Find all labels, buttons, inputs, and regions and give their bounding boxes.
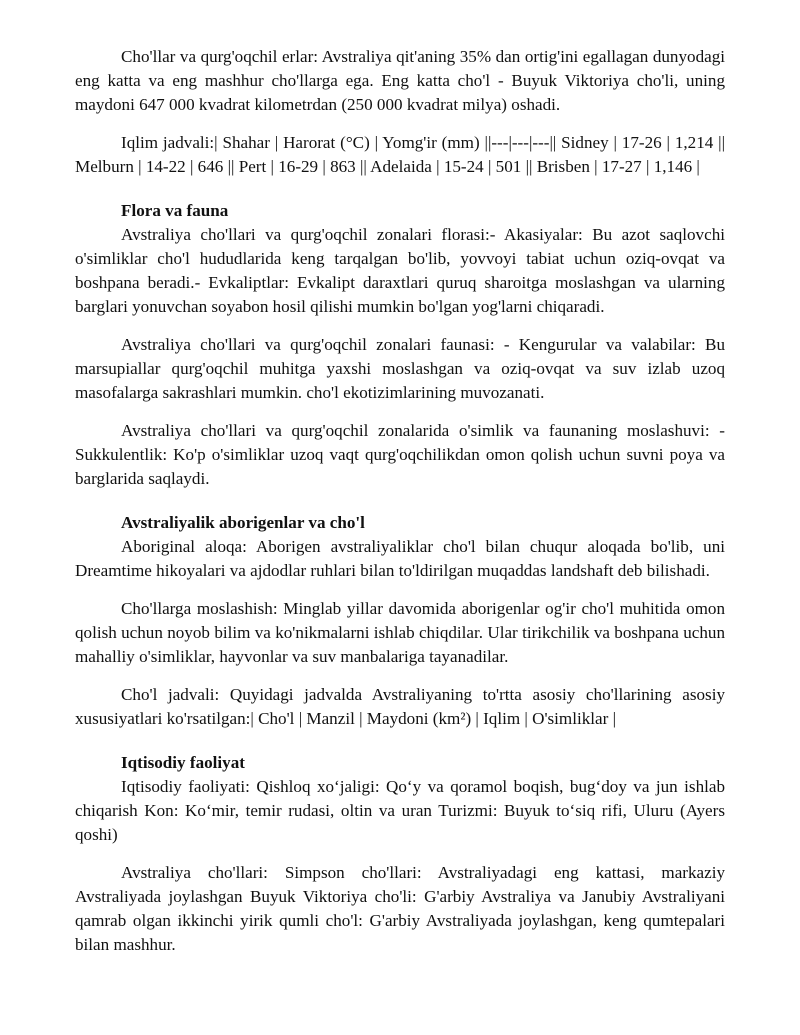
- heading-economy: Iqtisodiy faoliyat: [121, 753, 245, 772]
- paragraph-desert-table: Cho'l jadvali: Quyidagi jadvalda Avstraliyaning to'rtta asosiy cho'llarining asosiy xususiyatlari ko'rsatilgan:| Cho'l | Manzil | Maydoni (km²) | Iqlim | O'simliklar |: [75, 685, 725, 728]
- heading-flora-fauna: Flora va fauna: [121, 201, 229, 220]
- paragraph-desert-adaptation: Cho'llarga moslashish: Minglab yillar davomida aborigenlar og'ir cho'l muhitida omon qolish uchun noyob bilim va ko'nikmalarni ishlab chiqdilar. Ular tirikchilik va boshpana uchun mahalliy o'simliklar, hayvonlar va suv manbalariga tayanadilar.: [75, 599, 725, 666]
- document-page: [75, 45, 725, 957]
- paragraph-flora: Avstraliya cho'llari va qurg'oqchil zonalari florasi:- Akasiyalar: Bu azot saqlovchi o'simliklar cho'l hududlarida keng tarqalgan bo'lib, yovvoyi tabiat uchun oziq-ovqat va boshpana beradi.- Evkaliptlar: Evkalipt daraxtlari quruq sharoitga moslashgan va ularning barglari yonuvchan soyabon hosil qilishi mumkin bo'lgan yog'larni chiqaradi.: [75, 225, 725, 316]
- paragraph-aboriginal-connection: Aboriginal aloqa: Aborigen avstraliyaliklar cho'l bilan chuqur aloqada bo'lib, uni Dreamtime hikoyalari va ajdodlar ruhlari bilan to'ldirilgan muqaddas landshaft deb bilishadi.: [75, 537, 725, 580]
- heading-aborigines: Avstraliyalik aborigenlar va cho'l: [121, 513, 365, 532]
- paragraph-deserts-list: Avstraliya cho'llari: Simpson cho'llari: Avstraliyadagi eng kattasi, markaziy Avstraliyada joylashgan Buyuk Viktoriya cho'li: G'arbiy Avstraliya va Janubiy Avstraliyani qamrab olgan ikkinchi yirik qumli cho'l: G'arbiy Avstraliyada joylashgan, keng qumtepalari bilan mashhur.: [75, 863, 725, 954]
- paragraph-adaptation: Avstraliya cho'llari va qurg'oqchil zonalarida o'simlik va faunaning moslashuvi: - Sukkulentlik: Ko'p o'simliklar uzoq vaqt qurg'oqchilikdan omon qolish uchun suvni poya va barglarida saqlaydi.: [75, 421, 725, 488]
- paragraph-deserts-intro: Cho'llar va qurg'oqchil erlar: Avstraliya qit'aning 35% dan ortig'ini egallagan dunyodagi eng katta va eng mashhur cho'llarga ega. Eng katta cho'l - Buyuk Viktoriya cho'li, uning maydoni 647 000 kvadrat kilometrdan (250 000 kvadrat milya) oshadi.: [75, 47, 725, 114]
- paragraph-fauna: Avstraliya cho'llari va qurg'oqchil zonalari faunasi: - Kengurular va valabilar: Bu marsupiallar qurg'oqchil muhitga yaxshi moslashgan va oziq-ovqat va suv izlab uzoq masofalarga sakrashlari mumkin. cho'l ekotizimlarining muvozanati.: [75, 335, 725, 402]
- paragraph-climate-table: Iqlim jadvali:| Shahar | Harorat (°C) | Yomg'ir (mm) ||---|---|---|| Sidney | 17-26 | 1,214 || Melburn | 14-22 | 646 || Pert | 16-29 | 863 || Adelaida | 15-24 | 501 || Brisben | 17-27 | 1,146 |: [75, 133, 725, 176]
- paragraph-economy: Iqtisodiy faoliyati: Qishloq xoʻjaligi: Qoʻy va qoramol boqish, bugʻdoy va jun ishlab chiqarish Kon: Koʻmir, temir rudasi, oltin va uran Turizmi: Buyuk toʻsiq rifi, Uluru (Ayers qoshi): [75, 777, 725, 844]
